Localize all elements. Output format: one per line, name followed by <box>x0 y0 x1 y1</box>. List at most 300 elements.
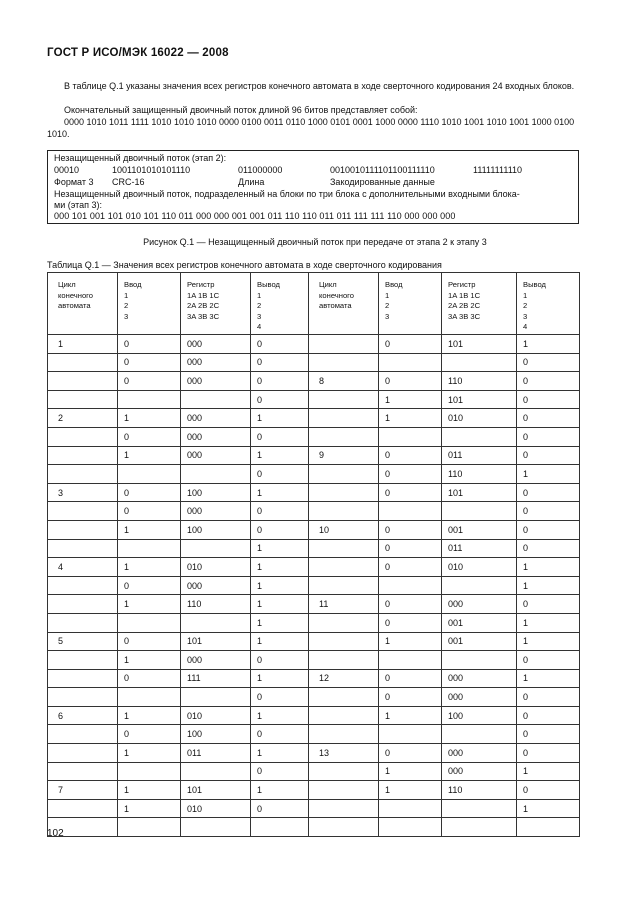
cell-output: 1 <box>517 613 580 632</box>
box-label-length: Длина <box>238 177 265 187</box>
cell-register <box>442 818 517 837</box>
header-line: 2 <box>124 301 129 310</box>
cell-register: 000 <box>181 372 251 391</box>
table-row <box>48 669 580 688</box>
cell-register <box>181 539 251 558</box>
header-line: 3 <box>257 311 262 321</box>
cell-cycle: 7 <box>48 781 118 800</box>
cell-register: 100 <box>181 483 251 502</box>
cell-output: 0 <box>517 781 580 800</box>
header-line: Цикл <box>319 280 337 289</box>
cell-input <box>118 762 181 781</box>
cell-cycle <box>48 446 118 465</box>
table-row <box>48 539 580 558</box>
cell-input: 0 <box>379 483 442 502</box>
cell-register <box>442 353 517 372</box>
header-line: Регистр <box>448 280 476 289</box>
cell-input: 1 <box>379 632 442 651</box>
cell-register: 101 <box>181 781 251 800</box>
cell-input: 0 <box>379 465 442 484</box>
cell-output <box>251 818 309 837</box>
box-bits-pad: 11111111110 <box>473 165 523 175</box>
cell-cycle: 9 <box>309 446 379 465</box>
box-bits-data: 0010010111101100111110 <box>330 165 435 175</box>
cell-output: 1 <box>251 576 309 595</box>
table-header-row <box>48 273 580 335</box>
table-row <box>48 353 580 372</box>
cell-input <box>379 576 442 595</box>
cell-output: 0 <box>517 539 580 558</box>
cell-input: 0 <box>379 688 442 707</box>
cell-register: 001 <box>442 613 517 632</box>
table-row <box>48 483 580 502</box>
figure-caption: Рисунок Q.1 — Незащищенный двоичный поток при передаче от этапа 2 к этапу 3 <box>143 237 487 247</box>
cell-cycle <box>309 502 379 521</box>
cell-input: 0 <box>118 372 181 391</box>
cell-register: 100 <box>181 725 251 744</box>
header-line: 1 <box>257 290 262 300</box>
cell-output: 1 <box>517 576 580 595</box>
cell-output: 0 <box>251 520 309 539</box>
cell-input: 0 <box>118 576 181 595</box>
cell-input: 1 <box>379 390 442 409</box>
cell-cycle: 6 <box>48 706 118 725</box>
table-row <box>48 725 580 744</box>
cell-cycle <box>309 762 379 781</box>
cell-register: 101 <box>442 390 517 409</box>
cell-register: 010 <box>181 799 251 818</box>
cell-output: 1 <box>517 799 580 818</box>
header-line: Цикл <box>58 280 76 289</box>
cell-cycle <box>48 465 118 484</box>
header-line: 2 <box>385 301 390 310</box>
cell-cycle <box>48 390 118 409</box>
cell-input <box>118 390 181 409</box>
cell-input <box>118 688 181 707</box>
cell-register: 100 <box>181 520 251 539</box>
cell-output: 0 <box>251 372 309 391</box>
header-input-left <box>118 273 181 335</box>
cell-cycle: 8 <box>309 372 379 391</box>
cell-register: 000 <box>181 427 251 446</box>
box-line-4: Незащищенный двоичный поток, подразделенный на блоки по три блока с дополнительными входными блока- <box>54 189 520 199</box>
header-cycle-left <box>48 273 118 335</box>
cell-register <box>442 576 517 595</box>
cell-register: 000 <box>181 353 251 372</box>
table-row <box>48 465 580 484</box>
table-row <box>48 744 580 763</box>
table-row <box>48 818 580 837</box>
cell-output: 0 <box>517 372 580 391</box>
table-row <box>48 762 580 781</box>
table-row <box>48 613 580 632</box>
cell-register: 011 <box>181 744 251 763</box>
cell-cycle <box>309 725 379 744</box>
cell-cycle <box>309 799 379 818</box>
cell-input: 1 <box>379 409 442 428</box>
bitstream-box <box>47 150 579 224</box>
cell-cycle <box>309 651 379 670</box>
cell-cycle: 13 <box>309 744 379 763</box>
cell-input: 1 <box>118 409 181 428</box>
cell-input: 0 <box>379 669 442 688</box>
cell-output: 0 <box>517 651 580 670</box>
cell-output: 1 <box>251 669 309 688</box>
cell-register <box>181 465 251 484</box>
cell-register <box>181 390 251 409</box>
cell-input <box>379 502 442 521</box>
cell-register: 101 <box>442 335 517 354</box>
cell-register: 000 <box>181 335 251 354</box>
header-output-left <box>251 273 309 335</box>
cell-input: 0 <box>118 353 181 372</box>
header-line: автомата <box>58 301 91 310</box>
cell-input: 1 <box>118 651 181 670</box>
cell-input: 1 <box>118 558 181 577</box>
cell-input <box>118 613 181 632</box>
cell-register: 000 <box>181 409 251 428</box>
cell-register <box>442 799 517 818</box>
table-row <box>48 446 580 465</box>
paragraph-stream-intro: Окончательный защищенный двоичный поток длиной 96 битов представляет собой: <box>64 105 418 115</box>
cell-output: 1 <box>517 465 580 484</box>
cell-input: 1 <box>118 781 181 800</box>
cell-register: 011 <box>442 539 517 558</box>
cell-cycle <box>309 335 379 354</box>
cell-input <box>379 818 442 837</box>
cell-output: 1 <box>251 446 309 465</box>
cell-input: 0 <box>379 520 442 539</box>
cell-output: 1 <box>251 706 309 725</box>
cell-input: 1 <box>379 762 442 781</box>
header-line: 3A 3B 3C <box>448 311 481 321</box>
cell-output: 0 <box>517 725 580 744</box>
cell-input: 0 <box>379 446 442 465</box>
header-line: 2 <box>257 301 262 310</box>
header-register-right <box>442 273 517 335</box>
cell-output: 1 <box>517 762 580 781</box>
cell-cycle: 2 <box>48 409 118 428</box>
header-line: 1A 1B 1C <box>448 290 481 300</box>
cell-output: 0 <box>517 353 580 372</box>
cell-cycle <box>309 483 379 502</box>
cell-cycle <box>309 632 379 651</box>
cell-output: 0 <box>251 725 309 744</box>
cell-output: 1 <box>251 744 309 763</box>
cell-register: 110 <box>442 465 517 484</box>
cell-register: 000 <box>442 669 517 688</box>
header-line: 4 <box>523 322 528 331</box>
table-row <box>48 799 580 818</box>
cell-cycle <box>309 539 379 558</box>
cell-register <box>181 762 251 781</box>
page-number: 102 <box>47 828 64 839</box>
header-line: 2A 2B 2C <box>448 301 481 310</box>
table-row <box>48 651 580 670</box>
cell-output: 1 <box>517 558 580 577</box>
cell-output: 0 <box>251 353 309 372</box>
cell-output: 0 <box>251 762 309 781</box>
table-row <box>48 576 580 595</box>
cell-input <box>379 353 442 372</box>
cell-output: 0 <box>251 688 309 707</box>
cell-register: 111 <box>181 669 251 688</box>
table-caption: Таблица Q.1 — Значения всех регистров конечного автомата в ходе сверточного кодирования <box>47 260 442 270</box>
cell-register <box>442 502 517 521</box>
cell-cycle <box>48 520 118 539</box>
table-row <box>48 632 580 651</box>
cell-input: 0 <box>118 483 181 502</box>
cell-output: 0 <box>517 446 580 465</box>
cell-input: 1 <box>118 706 181 725</box>
cell-output: 0 <box>517 744 580 763</box>
table-row <box>48 502 580 521</box>
cell-register <box>181 688 251 707</box>
cell-input <box>379 725 442 744</box>
box-bits-format: 00010 <box>54 165 80 175</box>
header-cycle-right <box>309 273 379 335</box>
cell-input: 0 <box>379 744 442 763</box>
cell-input: 0 <box>118 502 181 521</box>
cell-cycle <box>48 651 118 670</box>
cell-output: 1 <box>251 595 309 614</box>
cell-cycle <box>48 669 118 688</box>
cell-register: 000 <box>181 651 251 670</box>
cell-cycle <box>48 725 118 744</box>
cell-output: 0 <box>517 502 580 521</box>
table-row <box>48 427 580 446</box>
cell-register: 000 <box>442 762 517 781</box>
cell-output: 0 <box>517 427 580 446</box>
cell-output: 1 <box>517 669 580 688</box>
cell-cycle <box>309 781 379 800</box>
cell-register: 000 <box>181 502 251 521</box>
box-line-1: Незащищенный двоичный поток (этап 2): <box>54 153 227 163</box>
cell-cycle <box>48 613 118 632</box>
cell-input: 1 <box>118 520 181 539</box>
cell-input: 0 <box>118 335 181 354</box>
cell-input: 0 <box>379 335 442 354</box>
cell-register <box>181 613 251 632</box>
cell-input <box>118 465 181 484</box>
header-line: конечного <box>319 290 354 300</box>
cell-register <box>181 818 251 837</box>
cell-cycle: 1 <box>48 335 118 354</box>
cell-register: 000 <box>181 446 251 465</box>
cell-cycle <box>48 744 118 763</box>
cell-cycle <box>309 576 379 595</box>
cell-cycle <box>309 688 379 707</box>
cell-output: 0 <box>517 688 580 707</box>
cell-input: 1 <box>379 706 442 725</box>
box-bits-length: 011000000 <box>238 165 283 175</box>
header-line: 3 <box>523 311 528 321</box>
document-header: ГОСТ Р ИСО/МЭК 16022 — 2008 <box>47 47 229 59</box>
table-row <box>48 335 580 354</box>
header-line: 1A 1B 1C <box>187 290 220 300</box>
cell-output: 1 <box>251 632 309 651</box>
cell-input: 1 <box>118 744 181 763</box>
cell-output: 0 <box>251 799 309 818</box>
cell-cycle <box>309 613 379 632</box>
cell-input: 0 <box>379 539 442 558</box>
cell-register: 100 <box>442 706 517 725</box>
header-line: Ввод <box>124 280 142 289</box>
cell-output: 1 <box>251 409 309 428</box>
cell-output: 0 <box>251 390 309 409</box>
cell-cycle <box>48 762 118 781</box>
cell-register: 000 <box>442 744 517 763</box>
header-line: 2 <box>523 301 528 310</box>
header-output-right <box>517 273 580 335</box>
cell-output: 0 <box>517 706 580 725</box>
table-row <box>48 706 580 725</box>
cell-output: 0 <box>517 409 580 428</box>
cell-cycle <box>48 353 118 372</box>
cell-cycle <box>48 539 118 558</box>
cell-input: 1 <box>379 781 442 800</box>
cell-input: 0 <box>118 632 181 651</box>
paragraph-intro: В таблице Q.1 указаны значения всех регистров конечного автомата в ходе сверточного кодирования 24 входных блоков. <box>64 81 575 91</box>
cell-cycle <box>309 818 379 837</box>
cell-register: 101 <box>442 483 517 502</box>
box-label-format: Формат 3 <box>54 177 94 187</box>
cell-input: 0 <box>118 725 181 744</box>
header-line: автомата <box>319 301 352 310</box>
cell-output: 0 <box>251 651 309 670</box>
cell-cycle <box>309 558 379 577</box>
header-line: 3 <box>385 311 390 321</box>
cell-cycle <box>48 502 118 521</box>
cell-input: 0 <box>379 558 442 577</box>
cell-register: 010 <box>181 558 251 577</box>
table-row <box>48 688 580 707</box>
cell-output: 1 <box>251 558 309 577</box>
cell-output: 0 <box>251 427 309 446</box>
header-line: 1 <box>523 290 528 300</box>
cell-input: 0 <box>379 595 442 614</box>
cell-output: 1 <box>251 613 309 632</box>
cell-output: 0 <box>517 483 580 502</box>
cell-cycle <box>48 372 118 391</box>
header-line: 1 <box>385 290 390 300</box>
cell-output <box>517 818 580 837</box>
cell-cycle: 4 <box>48 558 118 577</box>
header-line: Регистр <box>187 280 215 289</box>
header-line: 3 <box>124 311 129 321</box>
header-line: Вывод <box>257 280 280 289</box>
cell-register: 010 <box>442 558 517 577</box>
cell-output: 1 <box>517 335 580 354</box>
header-line: 3A 3B 3C <box>187 311 220 321</box>
table-row <box>48 409 580 428</box>
cell-cycle <box>309 465 379 484</box>
cell-input: 0 <box>379 372 442 391</box>
cell-cycle: 11 <box>309 595 379 614</box>
cell-input <box>379 427 442 446</box>
cell-output: 0 <box>517 520 580 539</box>
cell-input: 0 <box>379 613 442 632</box>
cell-register: 000 <box>442 688 517 707</box>
cell-cycle <box>309 390 379 409</box>
cell-input <box>118 539 181 558</box>
table-row <box>48 558 580 577</box>
cell-cycle <box>309 427 379 446</box>
table-row <box>48 390 580 409</box>
cell-register: 000 <box>442 595 517 614</box>
cell-input: 0 <box>118 669 181 688</box>
cell-input: 1 <box>118 799 181 818</box>
cell-output: 0 <box>251 502 309 521</box>
header-input-right <box>379 273 442 335</box>
cell-register: 110 <box>442 372 517 391</box>
cell-output: 1 <box>251 539 309 558</box>
header-line: Ввод <box>385 280 403 289</box>
cell-input: 1 <box>118 595 181 614</box>
cell-cycle <box>48 576 118 595</box>
header-line: 1 <box>124 290 129 300</box>
header-line: Вывод <box>523 280 546 289</box>
cell-input: 1 <box>118 446 181 465</box>
cell-output: 0 <box>251 465 309 484</box>
header-line: 4 <box>257 322 262 331</box>
table-row <box>48 781 580 800</box>
cell-output: 0 <box>251 335 309 354</box>
cell-cycle <box>309 706 379 725</box>
cell-register: 011 <box>442 446 517 465</box>
table-row <box>48 595 580 614</box>
table-row <box>48 372 580 391</box>
cell-input: 0 <box>118 427 181 446</box>
table-row <box>48 520 580 539</box>
paragraph-stream-bits: 0000 1010 1011 1111 1010 1010 1010 0000 0100 0011 0110 1000 0101 0001 1000 0000 1110 1010 1001 1010 1001 1000 0100 1010. <box>47 117 575 139</box>
cell-output: 1 <box>251 781 309 800</box>
cell-cycle <box>48 799 118 818</box>
cell-output: 1 <box>517 632 580 651</box>
cell-register: 110 <box>181 595 251 614</box>
box-bits-crc: 1001101010101110 <box>112 165 191 175</box>
cell-cycle <box>48 595 118 614</box>
header-line: конечного <box>58 290 93 300</box>
cell-register <box>442 725 517 744</box>
cell-cycle: 10 <box>309 520 379 539</box>
cell-register: 001 <box>442 520 517 539</box>
cell-cycle <box>48 427 118 446</box>
cell-register: 001 <box>442 632 517 651</box>
cell-output: 0 <box>517 595 580 614</box>
cell-input <box>379 651 442 670</box>
cell-cycle <box>309 353 379 372</box>
cell-cycle: 12 <box>309 669 379 688</box>
cell-cycle <box>48 688 118 707</box>
cell-cycle: 5 <box>48 632 118 651</box>
box-line-5: ми (этап 3): <box>54 200 103 210</box>
box-label-crc: CRC-16 <box>112 177 145 187</box>
cell-register: 010 <box>442 409 517 428</box>
cell-cycle <box>309 409 379 428</box>
cell-register <box>442 651 517 670</box>
cell-output: 1 <box>251 483 309 502</box>
cell-register: 010 <box>181 706 251 725</box>
cell-cycle: 3 <box>48 483 118 502</box>
header-line: 2A 2B 2C <box>187 301 220 310</box>
cell-register: 101 <box>181 632 251 651</box>
header-register-left <box>181 273 251 335</box>
box-line-6: 000 101 001 101 010 101 110 011 000 000 001 001 011 110 110 011 011 111 111 110 000 000 000 <box>54 211 456 221</box>
cell-register <box>442 427 517 446</box>
cell-register: 000 <box>181 576 251 595</box>
cell-register: 110 <box>442 781 517 800</box>
